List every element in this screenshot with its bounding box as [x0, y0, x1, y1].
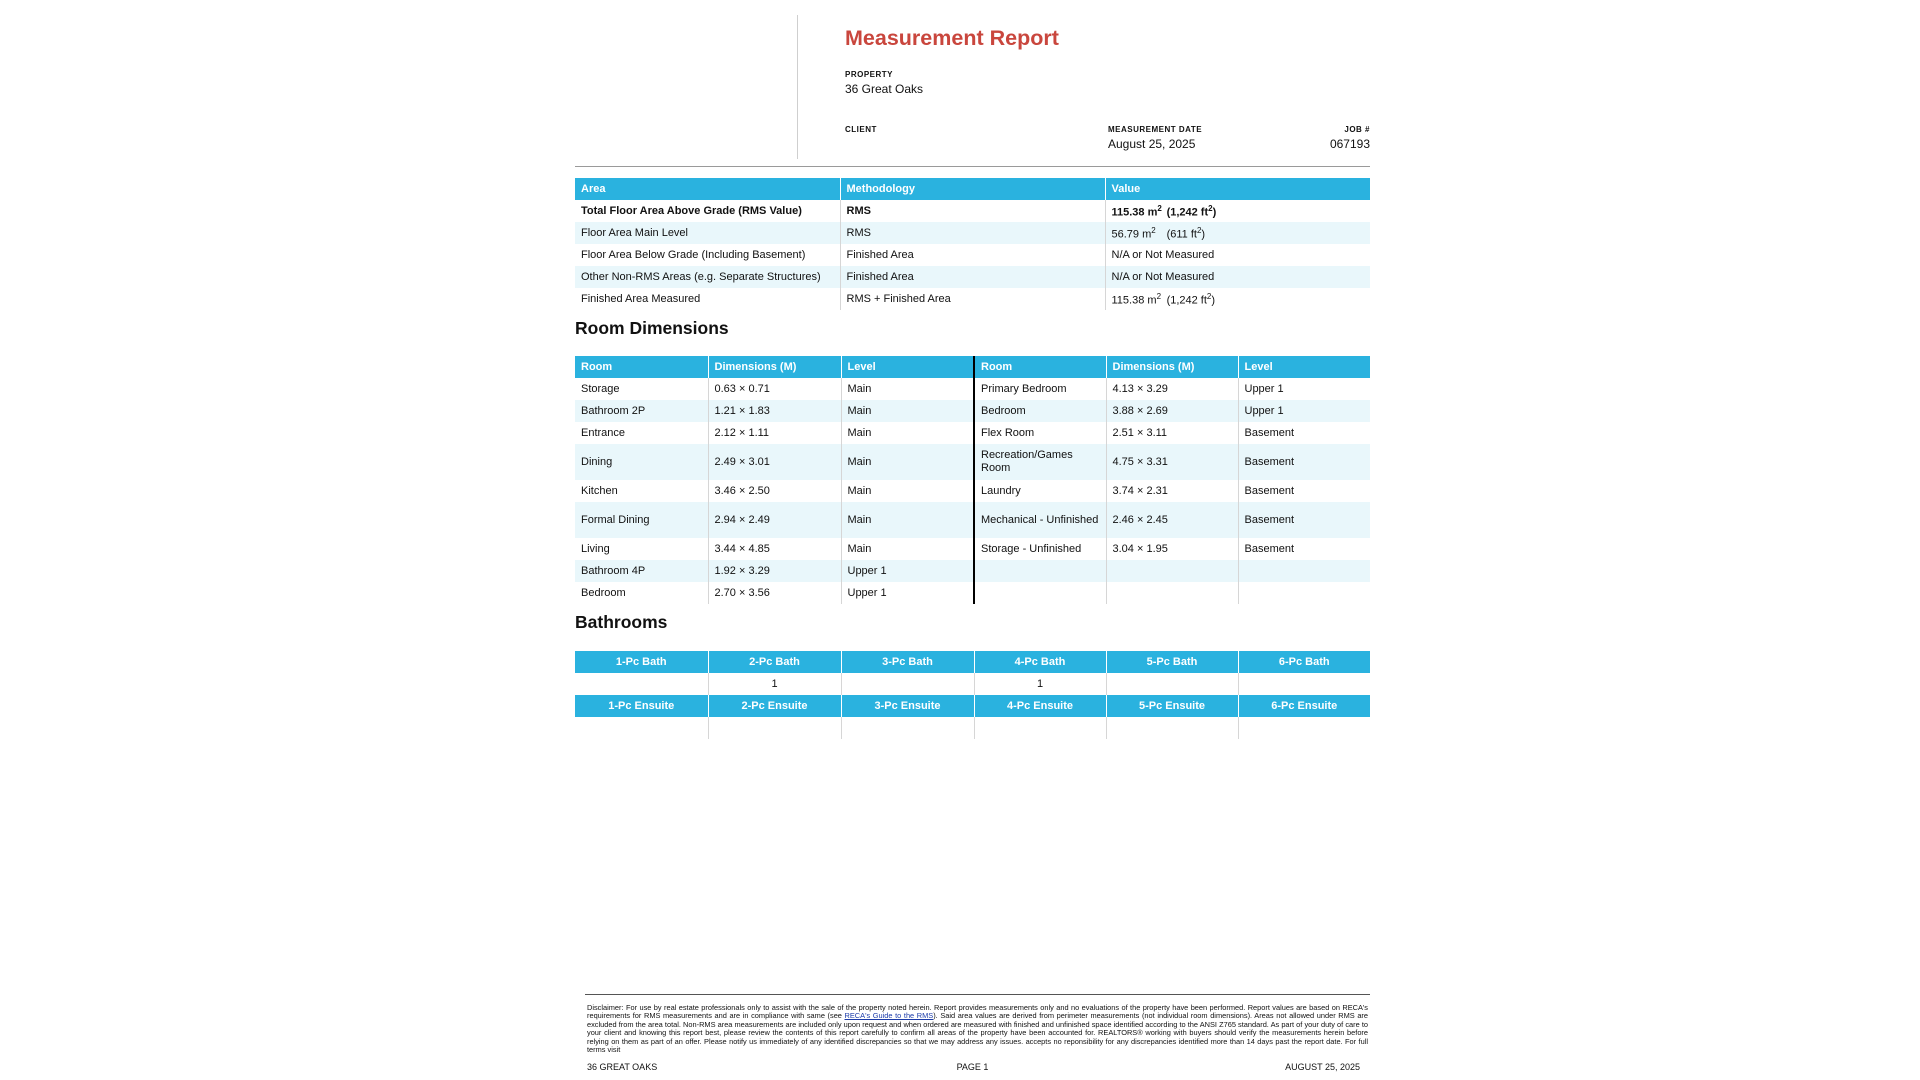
table-row [575, 378, 1370, 400]
room-level: Basement [1238, 480, 1370, 502]
footer-property: 36 GREAT OAKS [587, 1062, 658, 1072]
header-rule [575, 166, 1370, 167]
room-name: Kitchen [581, 484, 618, 497]
ensuite-count [575, 717, 708, 739]
room-level: Basement [1238, 538, 1370, 560]
room-level: Upper 1 [841, 582, 974, 604]
client-label: CLIENT [845, 125, 877, 134]
superscript: 2 [1206, 292, 1212, 302]
bath-header: 1-Pc Bath [575, 651, 708, 673]
room-name: Bathroom 2P [575, 400, 708, 422]
col-dimensions: Dimensions (M) [1106, 356, 1238, 378]
ensuite-count [974, 717, 1106, 739]
area-table-header [575, 178, 1370, 200]
table-row [575, 538, 1370, 560]
value-m2: 115.38 m [1111, 294, 1157, 307]
room-level [1238, 582, 1370, 604]
room-dimensions [1106, 560, 1238, 582]
close-paren: ) [1201, 228, 1206, 241]
ensuite-count [841, 717, 974, 739]
room-name: Bathroom 4P [575, 560, 708, 582]
ensuite-header: 2-Pc Ensuite [708, 695, 841, 717]
room-dimensions: 2.51 × 3.11 [1106, 422, 1238, 444]
col-area: Area [575, 178, 840, 200]
room-level [1238, 560, 1370, 582]
header-divider [797, 15, 798, 159]
room-dimensions-table [575, 356, 1370, 604]
col-dimensions: Dimensions (M) [708, 356, 841, 378]
room-name: Flex Room [974, 422, 1106, 444]
ensuite-header: 5-Pc Ensuite [1106, 695, 1238, 717]
table-row [575, 244, 1370, 266]
col-level: Level [841, 356, 974, 378]
room-name: Living [581, 542, 610, 555]
room-dimensions: 1.92 × 3.29 [708, 560, 841, 582]
superscript: 2 [1156, 292, 1162, 302]
table-row [575, 444, 1370, 480]
bath-count-row [575, 673, 1370, 695]
room-dimensions: 3.88 × 2.69 [1106, 400, 1238, 422]
col-methodology: Methodology [840, 178, 1105, 200]
bath-header: 4-Pc Bath [974, 651, 1106, 673]
room-name: Laundry [974, 480, 1106, 502]
job-number-value: 067193 [1329, 137, 1370, 151]
ensuite-header-row [575, 695, 1370, 717]
room-dimensions: 4.75 × 3.31 [1106, 444, 1238, 480]
value-m2: 56.79 m [1111, 228, 1152, 241]
value-cell [1105, 200, 1370, 222]
ensuite-count [1106, 717, 1238, 739]
col-value: Value [1105, 178, 1370, 200]
room-level: Main [841, 400, 974, 422]
room-dimensions [1106, 582, 1238, 604]
room-level: Main [841, 480, 974, 502]
bath-header: 6-Pc Bath [1238, 651, 1370, 673]
bath-count: 1 [974, 673, 1106, 695]
room-dimensions: 3.46 × 2.50 [708, 480, 841, 502]
room-level: Basement [1238, 502, 1370, 538]
superscript: 2 [1196, 226, 1202, 236]
room-name: Recreation/Games Room [974, 444, 1106, 480]
disclaimer-part-2: ). Said area values are derived from perimeter measurements (not individual room dimensions). Areas not allowed under RMS are excluded from the area total. Non-RMS area measurements are included only upon request and when ordered are measured with finished and unfinished space identified according to the ANSI Z765 standard. As part of your duty of care to your client and knowing this report best, please review the contents of this report carefully to confirm all areas of the property have been accounted for. REALTORS® working with buyers should verify the measurements herein before relying on them as part of an offer. Please notify us immediately of any identified discrepancies so that we may address any issues. accepts no reponsibility for any discrepancies identified more than 14 days past the report date. For full terms visit [587, 1011, 1368, 1055]
ensuite-header: 6-Pc Ensuite [1238, 695, 1370, 717]
col-level: Level [1238, 356, 1370, 378]
bath-header-row [575, 651, 1370, 673]
room-dimensions: 3.44 × 4.85 [708, 538, 841, 560]
bath-count: 1 [708, 673, 841, 695]
room-name: Entrance [581, 426, 626, 439]
value-cell [1105, 288, 1370, 310]
superscript: 2 [1151, 226, 1156, 236]
area-cell: Floor Area Below Grade (Including Basement) [581, 248, 806, 261]
area-cell: Floor Area Main Level [575, 222, 840, 244]
table-row [575, 560, 1370, 582]
table-row [575, 200, 1370, 222]
ensuite-count [1238, 717, 1370, 739]
room-table-header [575, 356, 1370, 378]
room-level: Basement [1238, 422, 1370, 444]
report-title: Measurement Report [845, 26, 1059, 50]
ensuite-header: 4-Pc Ensuite [974, 695, 1106, 717]
method-cell: RMS [840, 200, 1105, 222]
bath-header: 2-Pc Bath [708, 651, 841, 673]
bath-count [1238, 673, 1370, 695]
disclaimer-part-1: Disclaimer: For use by real estate professionals only to assist with the sale of the property noted herein. Report provides measurements only and no evaluations of the property have been performed. Report values are based on RECA's requirements for RMS measurements and are in compliance with same (see [587, 1003, 1368, 1021]
value-cell: N/A or Not Measured [1105, 244, 1370, 266]
value-ft2: (1,242 ft [1166, 206, 1209, 219]
value-ft2: (1,242 ft [1166, 294, 1207, 307]
room-dimensions: 2.46 × 2.45 [1106, 502, 1238, 538]
property-label: PROPERTY [845, 70, 894, 79]
col-room: Room [974, 356, 1106, 378]
room-name: Bedroom [581, 586, 626, 599]
footer-rule [585, 994, 1370, 995]
bath-header: 3-Pc Bath [841, 651, 974, 673]
room-level: Upper 1 [1238, 378, 1370, 400]
room-dimensions: 2.94 × 2.49 [708, 502, 841, 538]
table-row [575, 288, 1370, 310]
room-level: Main [841, 422, 974, 444]
room-level: Main [841, 502, 974, 538]
bath-count [1106, 673, 1238, 695]
room-dimensions: 1.21 × 1.83 [708, 400, 841, 422]
value-cell: N/A or Not Measured [1105, 266, 1370, 288]
bathrooms-table [575, 651, 1370, 739]
room-level: Main [841, 538, 974, 560]
footer-date: AUGUST 25, 2025 [1285, 1062, 1360, 1072]
room-name: Dining [575, 444, 708, 480]
room-level: Upper 1 [841, 560, 974, 582]
value-cell [1105, 222, 1370, 244]
value-m2: 115.38 m [1111, 206, 1158, 219]
value-ft2: (611 ft [1166, 228, 1197, 241]
method-cell: RMS + Finished Area [840, 288, 1105, 310]
room-level: Main [841, 444, 974, 480]
ensuite-count-row [575, 717, 1370, 739]
table-row [575, 502, 1370, 538]
bath-count [841, 673, 974, 695]
area-cell: Finished Area Measured [581, 292, 701, 305]
area-cell: Total Floor Area Above Grade (RMS Value) [581, 204, 802, 217]
room-name: Mechanical - Unfinished [974, 502, 1106, 538]
method-cell: RMS [840, 222, 1105, 244]
method-cell: Finished Area [840, 266, 1105, 288]
reca-guide-link[interactable]: RECA's Guide to the RMS [844, 1011, 934, 1021]
table-row [575, 222, 1370, 244]
room-dimensions: 4.13 × 3.29 [1106, 378, 1238, 400]
bath-header: 5-Pc Bath [1106, 651, 1238, 673]
table-row [575, 400, 1370, 422]
table-row [575, 582, 1370, 604]
area-table [575, 178, 1370, 310]
ensuite-header: 1-Pc Ensuite [575, 695, 708, 717]
property-value: 36 Great Oaks [845, 82, 924, 96]
room-name [974, 560, 1106, 582]
room-dimensions-heading: Room Dimensions [575, 318, 729, 338]
table-row [575, 480, 1370, 502]
room-level: Main [841, 378, 974, 400]
superscript: 2 [1208, 204, 1213, 214]
close-paren: ) [1211, 294, 1216, 307]
bathrooms-heading: Bathrooms [575, 612, 668, 632]
room-dimensions: 3.04 × 1.95 [1106, 538, 1238, 560]
measurement-date-label: MEASUREMENT DATE [1108, 125, 1203, 134]
room-dimensions: 2.49 × 3.01 [708, 444, 841, 480]
ensuite-count [708, 717, 841, 739]
footer-page-number: PAGE 1 [956, 1062, 989, 1072]
method-cell: Finished Area [840, 244, 1105, 266]
room-dimensions: 2.70 × 3.56 [708, 582, 841, 604]
table-row [575, 422, 1370, 444]
room-name: Bedroom [974, 400, 1106, 422]
room-table-body [575, 378, 1370, 604]
table-row [575, 266, 1370, 288]
close-paren: ) [1212, 206, 1217, 219]
room-name: Primary Bedroom [974, 378, 1106, 400]
room-name: Storage [581, 382, 620, 395]
col-room: Room [575, 356, 708, 378]
room-dimensions: 2.12 × 1.11 [708, 422, 841, 444]
area-cell: Other Non-RMS Areas (e.g. Separate Structures) [575, 266, 840, 288]
room-level: Upper 1 [1238, 400, 1370, 422]
report-page [575, 0, 1370, 1080]
room-dimensions: 3.74 × 2.31 [1106, 480, 1238, 502]
room-name: Storage - Unfinished [974, 538, 1106, 560]
room-name [974, 582, 1106, 604]
room-level: Basement [1238, 444, 1370, 480]
room-dimensions: 0.63 × 0.71 [708, 378, 841, 400]
disclaimer-text [587, 1004, 1368, 1054]
job-number-label: JOB # [1344, 125, 1370, 134]
ensuite-header: 3-Pc Ensuite [841, 695, 974, 717]
room-name: Formal Dining [575, 502, 708, 538]
superscript: 2 [1157, 204, 1162, 214]
measurement-date-value: August 25, 2025 [1108, 137, 1196, 151]
bath-count [575, 673, 708, 695]
